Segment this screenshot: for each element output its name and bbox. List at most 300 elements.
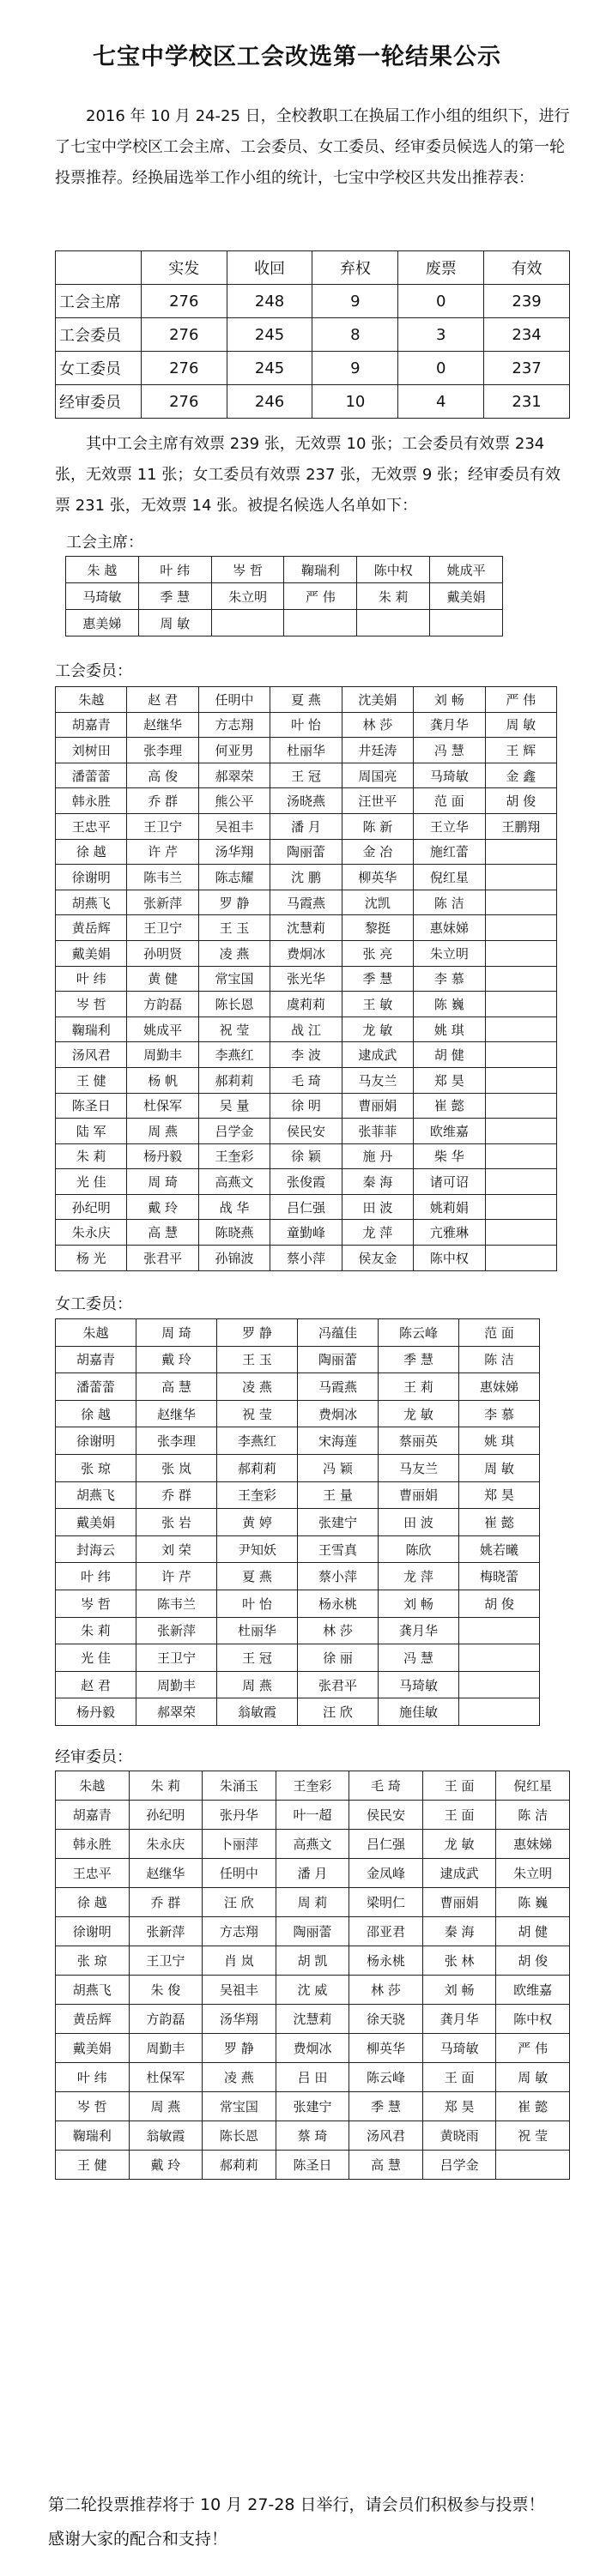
table-row [56, 1400, 540, 1427]
table-row [56, 1563, 540, 1590]
table-cell: 231 [484, 385, 570, 419]
table-cell: 王 量 [298, 1481, 379, 1509]
table-cell: 276 [141, 318, 227, 352]
table-cell: 朱 莉 [357, 583, 430, 610]
table-cell: 许 芹 [127, 839, 198, 865]
table-cell: 刘 畅 [422, 1976, 496, 2005]
women-candidates-table [55, 1318, 540, 1726]
table-cell: 鞠瑞利 [56, 2121, 130, 2151]
table-cell: 鞠瑞利 [284, 557, 357, 583]
table-cell: 蔡 琦 [276, 2121, 349, 2151]
table-cell: 林 莎 [342, 712, 413, 738]
table-cell: 郑 昊 [459, 1481, 540, 1509]
table-cell: 刘 畅 [379, 1590, 459, 1617]
table-cell: 施佳敏 [379, 1698, 459, 1726]
table-cell [485, 1194, 556, 1220]
table-cell: 邵亚君 [349, 1917, 423, 1946]
table-cell: 王 玉 [198, 915, 270, 941]
table-cell: 汤华翔 [203, 2005, 276, 2034]
table-cell: 戴美娟 [56, 940, 127, 966]
table-cell: 季 慧 [342, 966, 413, 992]
table-cell: 胡燕飞 [56, 1976, 130, 2005]
table-row [56, 1481, 540, 1509]
table-cell: 逮成武 [342, 1042, 413, 1068]
table-cell: 夏 燕 [270, 687, 342, 713]
table-cell: 周 敏 [459, 1454, 540, 1481]
table-cell: 黄岳辉 [56, 2005, 130, 2034]
table-cell: 张建宁 [298, 1509, 379, 1536]
audit-section-label: 经审委员： [55, 1748, 132, 1766]
table-row [56, 1976, 570, 2005]
table-cell: 姚莉娟 [414, 1194, 485, 1220]
table-cell [211, 610, 284, 636]
table-header-cell: 实发 [141, 251, 227, 285]
table-row [66, 583, 503, 610]
table-cell: 王卫宁 [127, 813, 198, 839]
table-cell: 郑 昊 [414, 1067, 485, 1093]
table-cell [485, 1169, 556, 1195]
table-cell: 蔡小萍 [298, 1563, 379, 1590]
table-row [56, 1042, 557, 1068]
table-cell: 田 波 [342, 1194, 413, 1220]
table-cell: 惠妹娣 [459, 1373, 540, 1401]
table-cell: 梅晓蕾 [459, 1563, 540, 1590]
table-cell: 陶丽蕾 [298, 1346, 379, 1373]
table-cell: 李 慕 [414, 966, 485, 992]
table-cell: 张君平 [298, 1671, 379, 1698]
table-cell: 宋海莲 [298, 1427, 379, 1455]
table-cell: 费炯冰 [276, 2034, 349, 2063]
table-cell: 陈欣 [379, 1535, 459, 1563]
table-cell: 金凤峰 [349, 1859, 423, 1888]
table-cell: 王 健 [56, 1067, 127, 1093]
table-cell: 9 [312, 352, 398, 385]
table-cell: 肖 岚 [203, 1946, 276, 1976]
table-cell: 戴美娟 [430, 583, 503, 610]
table-cell: 孙明贤 [127, 940, 198, 966]
table-cell: 光 佳 [56, 1169, 127, 1195]
table-cell: 郝莉莉 [217, 1454, 298, 1481]
table-row [56, 1888, 570, 1917]
table-cell: 高 慧 [349, 2151, 423, 2180]
table-cell: 汤风君 [56, 1042, 127, 1068]
table-cell: 崔 懿 [414, 1093, 485, 1119]
table-cell: 冯蕴佳 [298, 1319, 379, 1347]
table-cell: 徐 颖 [270, 1143, 342, 1169]
table-cell [459, 1698, 540, 1726]
table-cell: 杨 帆 [127, 1067, 198, 1093]
table-row [56, 1617, 540, 1644]
table-cell [485, 1246, 556, 1271]
table-cell: 杜保军 [127, 1093, 198, 1119]
table-header-cell: 废票 [398, 251, 484, 285]
table-cell: 乔 群 [136, 1481, 217, 1509]
table-cell: 叶 怡 [217, 1590, 298, 1617]
table-cell: 陈韦兰 [136, 1590, 217, 1617]
table-row [56, 839, 557, 865]
table-cell [485, 915, 556, 941]
table-cell: 姚成平 [430, 557, 503, 583]
table-cell: 赵继华 [136, 1400, 217, 1427]
table-cell: 张 亮 [342, 940, 413, 966]
table-cell: 潘 月 [270, 813, 342, 839]
table-cell: 陈中权 [496, 2005, 570, 2034]
table-cell: 朱涌玉 [203, 1771, 276, 1801]
table-row [56, 1830, 570, 1859]
table-cell [485, 1067, 556, 1093]
table-cell: 汪 欣 [203, 1888, 276, 1917]
table-cell: 陈志耀 [198, 865, 270, 890]
table-cell: 汪世平 [342, 788, 413, 814]
table-cell: 姚 琪 [414, 1017, 485, 1042]
table-cell: 韩永胜 [56, 788, 127, 814]
table-cell: 曹丽娟 [379, 1481, 459, 1509]
table-cell: 蔡丽英 [379, 1427, 459, 1455]
table-cell: 李 波 [270, 1042, 342, 1068]
table-cell: 朱 越 [66, 557, 139, 583]
table-cell: 井廷涛 [342, 738, 413, 763]
table-cell: 张光华 [270, 966, 342, 992]
table-cell: 战 江 [270, 1017, 342, 1042]
table-cell: 陈 巍 [414, 992, 485, 1017]
table-cell: 崔 懿 [496, 2092, 570, 2121]
table-cell: 龙 萍 [342, 1220, 413, 1246]
table-cell: 吕仁强 [270, 1194, 342, 1220]
table-cell: 田 波 [379, 1509, 459, 1536]
table-cell: 侯民安 [270, 1119, 342, 1144]
table-cell: 王卫宁 [129, 1946, 203, 1976]
table-cell: 费炯冰 [270, 940, 342, 966]
page-title: 七宝中学校区工会改选第一轮结果公示 [93, 44, 501, 70]
table-cell: 徐 越 [56, 1888, 130, 1917]
table-cell: 黄 婷 [217, 1509, 298, 1536]
table-cell: 张 岚 [136, 1454, 217, 1481]
table-cell: 诸可诏 [414, 1169, 485, 1195]
table-row [56, 318, 570, 352]
table-cell [284, 610, 357, 636]
table-cell: 夏 燕 [217, 1563, 298, 1590]
table-cell: 张俊霞 [270, 1169, 342, 1195]
table-row [56, 1373, 540, 1401]
table-cell: 李燕红 [198, 1042, 270, 1068]
table-cell: 248 [227, 285, 312, 318]
table-row [56, 2092, 570, 2121]
table-row [56, 1698, 540, 1726]
table-cell: 季 慧 [349, 2092, 423, 2121]
ballot-stats-table [55, 250, 570, 419]
table-cell: 亢雅琳 [414, 1220, 485, 1246]
table-cell: 何亚男 [198, 738, 270, 763]
table-cell: 施 丹 [342, 1143, 413, 1169]
table-cell [485, 940, 556, 966]
table-cell: 欧维嘉 [496, 1976, 570, 2005]
table-cell: 祝 莹 [198, 1017, 270, 1042]
table-cell: 234 [484, 318, 570, 352]
table-row [56, 1590, 540, 1617]
table-cell: 3 [398, 318, 484, 352]
table-cell: 徐谢明 [56, 865, 127, 890]
table-cell: 龙 敏 [342, 1017, 413, 1042]
table-cell [357, 610, 430, 636]
table-row [56, 1509, 540, 1536]
table-cell: 龙 敏 [379, 1400, 459, 1427]
table-cell: 周 敏 [485, 712, 556, 738]
table-cell: 侯民安 [349, 1801, 423, 1830]
table-cell: 246 [227, 385, 312, 419]
table-cell: 0 [398, 285, 484, 318]
table-cell: 张丹华 [203, 1801, 276, 1830]
table-cell: 曹丽娟 [422, 1888, 496, 1917]
table-cell: 孙纪明 [56, 1194, 127, 1220]
table-cell: 郝翠荣 [198, 763, 270, 788]
table-cell: 胡 俊 [459, 1590, 540, 1617]
table-cell [496, 2151, 570, 2180]
table-cell: 戴美娟 [56, 2034, 130, 2063]
table-row [56, 763, 557, 788]
table-cell: 4 [398, 385, 484, 419]
table-cell: 张菲菲 [342, 1119, 413, 1144]
table-cell: 汪 欣 [298, 1698, 379, 1726]
table-cell: 朱 莉 [56, 1617, 136, 1644]
table-row [56, 1246, 557, 1271]
table-cell: 梁明仁 [349, 1888, 423, 1917]
table-cell: 叶 纬 [138, 557, 211, 583]
table-cell: 王 面 [422, 1771, 496, 1801]
table-cell: 祝 莹 [496, 2121, 570, 2151]
table-cell: 徐 丽 [298, 1644, 379, 1672]
table-row [56, 712, 557, 738]
table-cell: 柳英华 [342, 865, 413, 890]
table-row [56, 1143, 557, 1169]
table-row [56, 992, 557, 1017]
table-cell: 王 健 [56, 2151, 130, 2180]
table-cell: 刘 荣 [136, 1535, 217, 1563]
closing-paragraph [7, 2488, 586, 2556]
table-cell: 赵 君 [127, 687, 198, 713]
table-cell: 周 燕 [217, 1671, 298, 1698]
table-cell: 陈长恩 [198, 992, 270, 1017]
table-cell: 吕学金 [422, 2151, 496, 2180]
table-cell: 常宝国 [198, 966, 270, 992]
table-cell: 金 冶 [342, 839, 413, 865]
table-cell: 杨永桃 [298, 1590, 379, 1617]
table-cell [485, 1093, 556, 1119]
table-cell: 陈云峰 [379, 1319, 459, 1347]
table-cell: 高燕文 [198, 1169, 270, 1195]
table-row [66, 557, 503, 583]
table-cell: 赵继华 [127, 712, 198, 738]
table-cell: 陶丽蕾 [270, 839, 342, 865]
table-cell: 吕学金 [198, 1119, 270, 1144]
table-cell: 蔡小萍 [270, 1246, 342, 1271]
table-cell: 韩永胜 [56, 1830, 130, 1859]
table-cell: 马琦敏 [422, 2034, 496, 2063]
table-row [56, 1917, 570, 1946]
table-cell: 沈 鹏 [270, 865, 342, 890]
table-cell: 王鹏翔 [485, 813, 556, 839]
table-cell: 徐 越 [56, 839, 127, 865]
table-header-row [56, 251, 570, 285]
table-cell: 戴 玲 [129, 2151, 203, 2180]
table-row [56, 687, 557, 713]
table-row [56, 385, 570, 419]
table-header-cell: 有效 [484, 251, 570, 285]
table-cell: 朱 莉 [129, 1771, 203, 1801]
table-cell: 许 芹 [136, 1563, 217, 1590]
table-cell: 王 玉 [217, 1346, 298, 1373]
table-cell: 常宝国 [203, 2092, 276, 2121]
table-row [56, 1346, 540, 1373]
table-cell: 周勤丰 [129, 2034, 203, 2063]
table-cell: 王 敏 [342, 992, 413, 1017]
table-cell: 范 面 [414, 788, 485, 814]
table-cell: 吴祖丰 [198, 813, 270, 839]
table-cell: 范 面 [459, 1319, 540, 1347]
table-cell: 方志翔 [203, 1917, 276, 1946]
table-cell: 曹丽娟 [342, 1093, 413, 1119]
table-cell: 胡 凯 [276, 1946, 349, 1976]
table-header-cell: 收回 [227, 251, 312, 285]
table-cell: 女工委员 [56, 352, 142, 385]
table-cell [485, 1119, 556, 1144]
table-cell: 陈 新 [342, 813, 413, 839]
table-cell: 任明中 [198, 687, 270, 713]
chair-section-label: 工会主席： [66, 534, 143, 552]
table-cell: 黄晓雨 [422, 2121, 496, 2151]
table-cell: 王忠平 [56, 1859, 130, 1888]
table-cell: 龚月华 [422, 2005, 496, 2034]
table-cell: 潘蕾蕾 [56, 1373, 136, 1401]
chair-candidates-table [65, 556, 503, 636]
table-cell: 刘 畅 [414, 687, 485, 713]
table-cell: 冯 慧 [379, 1644, 459, 1672]
table-cell: 封海云 [56, 1535, 136, 1563]
table-cell: 陈 洁 [414, 890, 485, 915]
table-cell: 245 [227, 352, 312, 385]
table-row [56, 1535, 540, 1563]
table-cell: 黄 健 [127, 966, 198, 992]
table-cell: 罗 静 [198, 890, 270, 915]
table-row [56, 813, 557, 839]
table-cell: 光 佳 [56, 1644, 136, 1672]
table-cell: 汤风君 [349, 2121, 423, 2151]
table-cell: 孙纪明 [129, 1801, 203, 1830]
table-cell: 朱越 [56, 1319, 136, 1347]
table-cell: 陈圣日 [56, 1093, 127, 1119]
table-cell: 李燕红 [217, 1427, 298, 1455]
table-row [66, 610, 503, 636]
table-cell: 239 [484, 285, 570, 318]
table-cell: 胡 俊 [496, 1946, 570, 1976]
table-cell: 周勤丰 [127, 1042, 198, 1068]
table-cell: 0 [398, 352, 484, 385]
table-cell: 8 [312, 318, 398, 352]
closing-line-1: 第二轮投票推荐将于 10 月 27-28 日举行，请会员们积极参与投票！ [48, 2495, 545, 2514]
table-cell: 戴美娟 [56, 1509, 136, 1536]
table-cell: 龚月华 [379, 1617, 459, 1644]
table-cell: 童勤峰 [270, 1220, 342, 1246]
table-cell: 王奎彩 [276, 1771, 349, 1801]
table-cell [485, 839, 556, 865]
table-cell: 季 慧 [138, 583, 211, 610]
table-row [56, 966, 557, 992]
table-cell: 凌 燕 [198, 940, 270, 966]
summary-paragraph: 其中工会主席有效票 239 张，无效票 10 张；工会委员有效票 234 张，无效票 11 张；女工委员有效票 237 张，无效票 9 张；经审委员有效票 231 张，无效票 14 张。被提名候选人名单如下： [55, 435, 561, 515]
table-cell [459, 1644, 540, 1672]
table-row [56, 285, 570, 318]
table-cell: 杨永桃 [349, 1946, 423, 1976]
table-cell: 熊公平 [198, 788, 270, 814]
table-cell: 周 琦 [136, 1319, 217, 1347]
table-cell: 王奎彩 [198, 1143, 270, 1169]
table-cell: 胡嘉青 [56, 712, 127, 738]
audit-candidates-table [55, 1771, 570, 2180]
table-cell: 杨 光 [56, 1246, 127, 1271]
table-cell: 陈 洁 [459, 1346, 540, 1373]
table-cell: 陈韦兰 [127, 865, 198, 890]
table-cell: 欧维嘉 [414, 1119, 485, 1144]
table-row [56, 1119, 557, 1144]
table-cell: 王忠平 [56, 813, 127, 839]
table-cell: 马霞燕 [270, 890, 342, 915]
table-cell: 高 慧 [127, 1220, 198, 1246]
table-cell: 郑 昊 [422, 2092, 496, 2121]
table-cell: 周 敏 [496, 2063, 570, 2092]
table-cell: 戴 玲 [127, 1194, 198, 1220]
table-cell: 王 冠 [217, 1644, 298, 1672]
table-cell: 王卫宁 [136, 1644, 217, 1672]
table-cell: 周 燕 [127, 1119, 198, 1144]
table-cell: 凌 燕 [217, 1373, 298, 1401]
table-cell: 沈凯 [342, 890, 413, 915]
table-cell: 秦 海 [422, 1917, 496, 1946]
table-row [56, 1427, 540, 1455]
table-cell: 胡嘉青 [56, 1801, 130, 1830]
committee-candidates-table [55, 686, 557, 1271]
table-cell: 马友兰 [379, 1454, 459, 1481]
table-cell: 岑 哲 [56, 992, 127, 1017]
closing-line-2: 感谢大家的配合和支持！ [48, 2530, 228, 2549]
table-cell: 潘 月 [276, 1859, 349, 1888]
table-cell: 乔 群 [127, 788, 198, 814]
table-cell: 徐谢明 [56, 1917, 130, 1946]
table-cell: 黄岳辉 [56, 915, 127, 941]
table-cell: 高 慧 [136, 1373, 217, 1401]
table-cell: 方韵磊 [129, 2005, 203, 2034]
table-cell: 姚 琪 [459, 1427, 540, 1455]
table-cell: 逮成武 [422, 1859, 496, 1888]
table-cell: 工会委员 [56, 318, 142, 352]
table-cell: 工会主席 [56, 285, 142, 318]
table-cell: 张李理 [127, 738, 198, 763]
table-row [56, 738, 557, 763]
table-cell: 杨丹毅 [56, 1698, 136, 1726]
table-cell: 汤晓燕 [270, 788, 342, 814]
table-cell: 张建宁 [276, 2092, 349, 2121]
table-cell [485, 1017, 556, 1042]
table-row [56, 1644, 540, 1672]
table-cell: 马友兰 [342, 1067, 413, 1093]
table-row [56, 2063, 570, 2092]
table-cell: 卜丽萍 [203, 1830, 276, 1859]
table-cell: 吕 田 [276, 2063, 349, 2092]
table-cell: 王 面 [422, 2063, 496, 2092]
table-row [56, 1671, 540, 1698]
table-cell: 吕仁强 [349, 1830, 423, 1859]
table-row [56, 1319, 540, 1347]
table-cell: 237 [484, 352, 570, 385]
table-cell: 朱越 [56, 687, 127, 713]
